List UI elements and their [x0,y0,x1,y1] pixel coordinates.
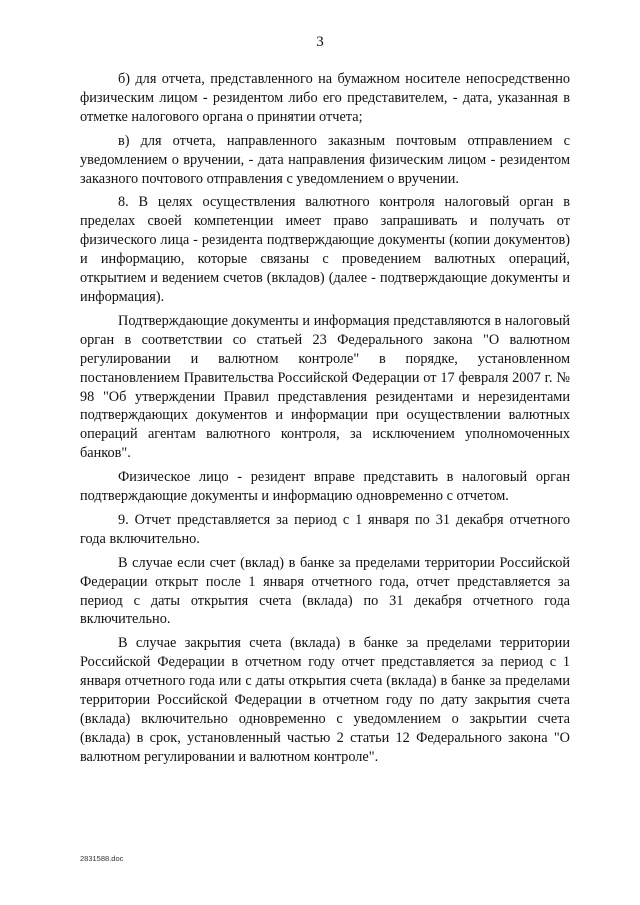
paragraph-b-paper-report: б) для отчета, представленного на бумажном носителе непосредственно физическим лицом - резидентом либо его представителем, - дата, указанная в отметке налогового органа о принятии отчета; [80,71,570,125]
paragraph-account-closed: В случае закрытия счета (вклада) в банке за пределами территории Российской Федерации в отчетном году отчет представляется за период с 1 января отчетного года или с даты открытия счета (вклада) в банке за пределами территории Российской Федерации в отчетном году по дату закрытия счета (вклада) включительно одновременно с уведомлением о закрытии счета (вклада) в срок, установленный частью 2 статьи 12 Федерального закона "О валютном регулировании и валютном контроле". [80,635,570,765]
paragraph-v-registered-mail: в) для отчета, направленного заказным почтовым отправлением с уведомлением о вручении, - дата направления физическим лицом - резидентом заказного почтового отправления с уведомлением о вручении. [80,132,570,187]
paragraph-9-report-period: 9. Отчет представляется за период с 1 января по 31 декабря отчетного года включительно. [80,511,570,547]
paragraph-resident-may-submit: Физическое лицо - резидент вправе представить в налоговый орган подтверждающие документы и информацию одновременно с отчетом. [80,469,570,505]
paragraph-account-opened: В случае если счет (вклад) в банке за пределами территории Российской Федерации открыт после 1 января отчетного года, отчет представляется за период с даты открытия счета (вклада) по 31 декабря отчетного года включительно. [80,554,570,628]
paragraph-supporting-documents: Подтверждающие документы и информация представляются в налоговый орган в соответствии со статьей 23 Федерального закона "О валютном регулировании и валютном контроле" в порядке, установленном постановлением Правительства Российской Федерации от 17 февраля 2007 г. № 98 "Об утверждении Правил представления резидентами и нерезидентами подтверждающих документов и информации при осуществлении валютных операций агентам валютного контроля, за исключением уполномоченных банков". [80,312,570,462]
page-number: 3 [316,34,324,50]
footer-filename: 2831588.doc [80,854,124,863]
document-body [80,70,570,772]
paragraph-8-tax-authority-rights: 8. В целях осуществления валютного контроля налоговый орган в пределах своей компетенции имеет право запрашивать и получать от физического лица - резидента подтверждающие документы (копии документов) и информацию, которые связаны с проведением валютных операций, открытием и ведением счетов (вкладов) (далее - подтверждающие документы и информация). [80,194,570,305]
